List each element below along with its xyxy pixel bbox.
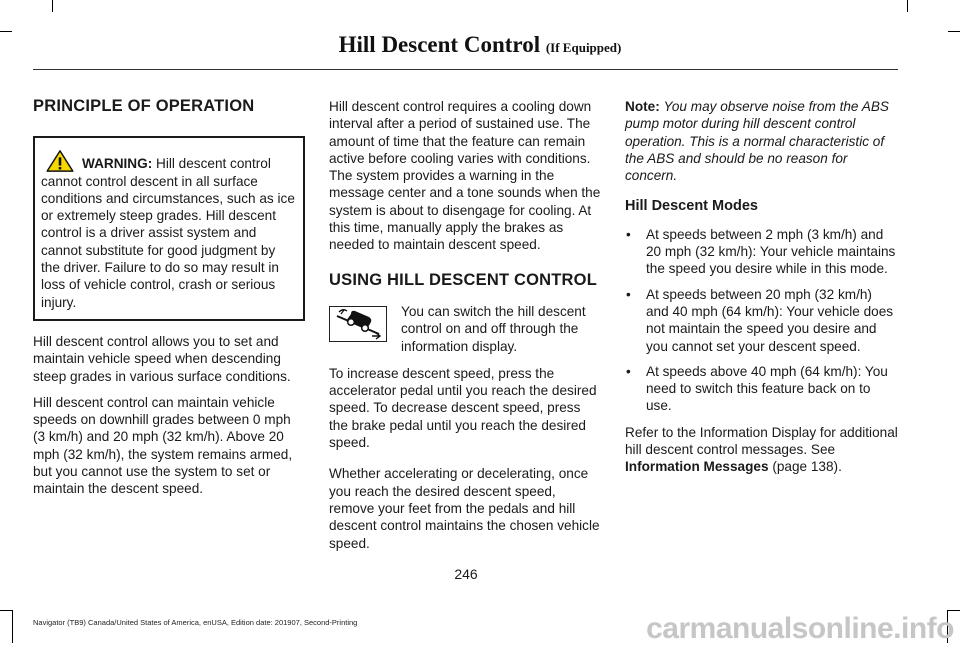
warning-triangle-icon — [45, 150, 75, 172]
crop-mark — [12, 610, 13, 643]
page-title-subtitle: (If Equipped) — [545, 40, 622, 55]
note-label: Note: — [625, 99, 660, 114]
crop-mark — [0, 610, 12, 611]
warning-box — [33, 136, 305, 321]
footer-edition: Navigator (TB9) Canada/United States of America, enUSA, Edition date: 201907, Second-Printing — [33, 618, 358, 627]
list-item — [625, 226, 898, 278]
list-item — [625, 286, 898, 355]
reference-page: (page 138). — [772, 459, 842, 475]
paragraph-reference — [625, 424, 898, 476]
paragraph: Whether accelerating or decelerating, once you reach the desired descent speed, remove your feet from the pedals and hill descent control maintains the chosen vehicle speed. — [329, 466, 600, 551]
page-title — [0, 32, 960, 58]
crop-mark — [52, 0, 53, 12]
icon-description: You can switch the hill descent control on and off through the information display. — [401, 303, 586, 354]
warning-text: Hill descent control cannot control descent in all surface conditions and circumstances, such as ice or extremely steep grades. Hill descent control is a driver assist system and cannot substitute for good judgment by the driver. Failure to do so may result in loss of vehicle control, crash or serious injury. — [41, 156, 295, 310]
column-left — [33, 98, 305, 507]
hill-descent-control-icon — [329, 306, 387, 342]
reference-text: Refer to the Information Display for additional hill descent control messages. See — [625, 424, 898, 458]
note-text: You may observe noise from the ABS pump motor during hill descent control operation. This is a normal characteristic of the ABS and should be no reason for concern. — [625, 99, 889, 184]
list-item-text: At speeds above 40 mph (64 km/h): You need to switch this feature back on to use. — [646, 363, 888, 414]
warning-label: WARNING: — [82, 156, 153, 172]
subheading-modes: Hill Descent Modes — [625, 198, 758, 215]
list-item — [625, 363, 898, 415]
watermark: carmanualsonline.info — [646, 612, 954, 645]
crop-mark — [948, 610, 960, 611]
bullet-icon: • — [626, 226, 631, 242]
column-right — [625, 98, 898, 485]
note — [625, 98, 898, 184]
paragraph: To increase descent speed, press the accelerator pedal until you reach the desired speed. To decrease descent speed, press the brake pedal until you reach the desired speed. — [329, 365, 597, 451]
list-item-text: At speeds between 20 mph (32 km/h) and 40 mph (64 km/h): Your vehicle does not maintain the speed you desire and you cannot set your descent speed. — [646, 286, 894, 354]
paragraph: Hill descent control requires a cooling down interval after a period of sustained use. The amount of time that the feature can remain active before cooling varies with conditions. The system provides a warning in the message center and a tone sounds when the system is about to disengage for cooling. At this time, manually apply the brakes as needed to maintain descent speed. — [329, 99, 601, 253]
paragraph: Hill descent control allows you to set and maintain vehicle speed when descending steep grades in various surface conditions. — [33, 333, 291, 384]
bullet-icon: • — [626, 286, 631, 302]
list-item-text: At speeds between 2 mph (3 km/h) and 20 mph (32 km/h): Your vehicle maintains the speed you desire while in this mode. — [646, 226, 896, 277]
bullet-icon: • — [626, 363, 631, 379]
column-middle — [329, 98, 601, 561]
paragraph: Hill descent control can maintain vehicle speeds on downhill grades between 0 mph (3 km/h) and 20 mph (32 km/h). Above 20 mph (32 km/h), the system remains armed, but you cannot use the system to set or maintain the descent speed. — [33, 394, 293, 497]
header-divider — [33, 69, 898, 70]
icon-row — [329, 303, 601, 355]
section-heading-principle: PRINCIPLE OF OPERATION — [33, 97, 255, 115]
page-title-text: Hill Descent Control — [338, 32, 541, 57]
crop-mark — [907, 0, 908, 12]
information-messages-link[interactable]: Information Messages — [625, 459, 769, 475]
section-heading-using: USING HILL DESCENT CONTROL — [329, 270, 597, 289]
modes-list — [625, 226, 898, 415]
page-number: 246 — [454, 566, 478, 582]
